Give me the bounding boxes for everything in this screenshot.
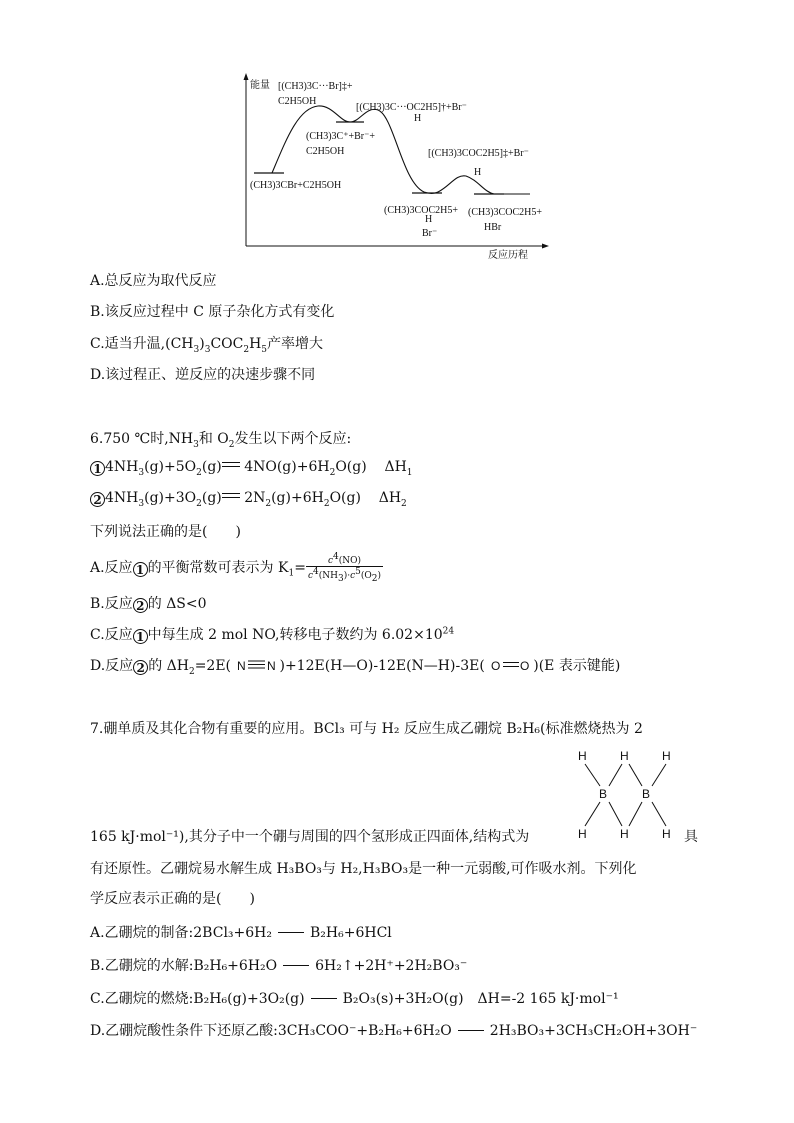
q5-option-a: A.总反应为取代反应 (90, 273, 217, 289)
q6-a-mid: 的平衡常数可表示为 K (147, 559, 289, 576)
svg-text:H: H (620, 749, 629, 763)
q7-a-left: A.乙硼烷的制备:2BCl₃+6H₂ (90, 925, 272, 941)
product-label-b: HBr (484, 222, 502, 233)
svg-text:B: B (642, 787, 651, 801)
product-label-a: (CH3)3COC2H5+ (468, 207, 542, 218)
reaction-arrow-icon (283, 965, 309, 966)
q6-b-pre: B.反应 (90, 596, 133, 612)
q7-option-a (90, 922, 392, 942)
ts1-label-b: C2H5OH (278, 96, 317, 107)
q6-d-mid2: )+12E(H—O)-12E(N—H)-3E( (279, 658, 485, 674)
q7-d-left: D.乙硼烷酸性条件下还原乙酸:3CH₃COO⁻+B₂H₆+6H₂O (90, 1023, 452, 1039)
circle-number-2: 2 (90, 492, 105, 507)
q7-stem-line-2: 165 kJ·mol⁻¹),其分子中一个硼与周围的四个氢形成正四面体,结构式为 (90, 829, 530, 845)
q6-b-post: 的 ΔS<0 (147, 596, 207, 612)
q7-option-c (90, 988, 619, 1008)
circle-number-2: 2 (133, 598, 148, 613)
y-axis-label: 能量 (250, 80, 270, 91)
svg-text:O: O (491, 659, 501, 673)
q5-option-b: B.该反应过程中 C 原子杂化方式有变化 (90, 304, 335, 320)
q6-stem-mid: 和 O (198, 431, 229, 447)
q6-c-post: 中每生成 2 mol NO,转移电子数约为 6.02×10 (147, 627, 443, 643)
q6-d-mid: 的 ΔH (148, 658, 189, 674)
equilibrium-arrow-icon (222, 462, 240, 468)
q7-stem-line-2-end: 具 (684, 829, 698, 845)
ts2-label-h: H (414, 113, 422, 124)
q7-a-right: B₂H₆+6HCl (310, 925, 392, 941)
q6-c-pre: C.反应 (90, 627, 133, 643)
reactant-label: (CH3)3CBr+C2H5OH (250, 180, 342, 191)
equilibrium-constant-fraction: $\frac{c^4(NO)}{c^4(NH_3)\cdot c^5(O_2)}$ (307, 552, 382, 584)
int2-label-h: H (425, 214, 433, 225)
energy-profile-diagram (238, 70, 558, 262)
q6-d-pre: D.反应 (90, 658, 134, 674)
ts1-label-a: [(CH3)3C···Br]‡+ (278, 81, 353, 92)
q6-stem-post: 发生以下两个反应: (234, 431, 352, 447)
equilibrium-arrow-icon (222, 493, 240, 499)
reaction-arrow-icon (311, 998, 337, 999)
svg-text:H: H (620, 827, 629, 841)
q7-stem-line-4: 学反应表示正确的是( ) (90, 891, 255, 907)
o-double-bond-icon (489, 657, 533, 673)
q5-c-pre: C.适当升温,(CH (90, 336, 194, 352)
q7-d-right: 2H₃BO₃+3CH₃CH₂OH+3OH⁻ (489, 1023, 698, 1039)
y-axis-arrow (244, 73, 249, 80)
q6-c-exponent: 24 (442, 626, 455, 637)
svg-text:H: H (578, 827, 587, 841)
int1-label-b: C2H5OH (306, 146, 345, 157)
q6-option-c (90, 624, 454, 644)
ts2-label: [(CH3)3C···OC2H5]†+Br⁻ (356, 102, 467, 113)
q6-option-a: A.反应 1 的平衡常数可表示为 $K_1=$ $\frac{c^4(NO)}{c^4(NH_3)\cdot c^5(O_2)}$ (90, 552, 382, 584)
q7-c-left: C.乙硼烷的燃烧:B₂H₆(g)+3O₂(g) (90, 991, 305, 1007)
diborane-structure (574, 744, 682, 848)
q6-d-eq: =2E( (194, 658, 232, 674)
svg-text:H: H (662, 749, 671, 763)
ts3-label: [(CH3)3COC2H5]‡+Br⁻ (428, 148, 529, 159)
q6-stem: 6.750 ℃时$,NH_3$和 $O_2$发生以下两个反应: (90, 431, 352, 450)
reaction-arrow-icon (278, 932, 304, 933)
q5-option-d: D.该过程正、逆反应的决速步骤不同 (90, 367, 316, 383)
q6-reaction-2: 2 $4NH_3(g)+3O_2(g)$ $2N_2(g)+6H_2O(g)$ $\Delta H_2$ (90, 490, 407, 509)
q6-a-pre: A.反应 (90, 559, 133, 576)
q6-reaction-1: 1 $4NH_3(g)+5O_2(g)$ $4NO(g)+6H_2O(g)$ $\Delta H_1$ (90, 459, 413, 478)
q7-option-b (90, 955, 467, 975)
q5-option-c: C.适当升温$,(CH_3)_3COC_2H_5$产率增大 (90, 336, 324, 355)
q7-b-left: B.乙硼烷的水解:B₂H₆+6H₂O (90, 958, 278, 974)
int2-label-b: Br⁻ (422, 228, 438, 239)
q6-option-d: D.反应 2 的 $\Delta H_2=2E$( N N )+12E(H—O)-12E(N—H)-3E( O O )(E 表示键能) (90, 658, 621, 677)
q5-c-mid: COC (210, 336, 244, 352)
q7-b-right: 6H₂↑+2H⁺+2H₂BO₃⁻ (315, 958, 468, 974)
x-axis-arrow (542, 244, 549, 249)
svg-text:B: B (599, 787, 608, 801)
int1-label-a: (CH3)3C⁺+Br⁻+ (306, 131, 376, 142)
svg-text:H: H (578, 749, 587, 763)
n-triple-bond-icon (235, 657, 279, 673)
int2-label-a: (CH3)3COC2H5+ (384, 205, 458, 216)
q7-stem-line-1: 7.硼单质及其化合物有重要的应用。BCl₃ 可与 H₂ 反应生成乙硼烷 B₂H₆(标准燃烧热为 2 (90, 721, 643, 737)
svg-text:O: O (520, 659, 530, 673)
q6-stem-pre: 6.750 ℃时,NH (90, 431, 194, 447)
circle-number-1: 1 (133, 629, 148, 644)
q7-c-right: B₂O₃(s)+3H₂O(g) ΔH=-2 165 kJ·mol⁻¹ (342, 991, 619, 1007)
ts3-label-h: H (474, 167, 482, 178)
q7-option-d (90, 1020, 697, 1040)
q6-question: 下列说法正确的是( ) (90, 524, 241, 540)
circle-number-2: 2 (133, 660, 148, 675)
circle-number-1: 1 (133, 562, 148, 577)
q6-d-post: )(E 表示键能) (533, 658, 621, 674)
q7-stem-line-3: 有还原性。乙硼烷易水解生成 H₃BO₃与 H₂,H₃BO₃是一种一元弱酸,可作吸水剂。下列化 (90, 861, 637, 877)
svg-text:N: N (237, 659, 247, 673)
svg-text:N: N (267, 659, 277, 673)
x-axis-label: 反应历程 (488, 250, 528, 261)
circle-number-1: 1 (90, 461, 105, 476)
svg-text:H: H (662, 827, 671, 841)
q5-c-post: 产率增大 (267, 336, 324, 352)
q6-option-b (90, 593, 207, 613)
reaction-arrow-icon (458, 1030, 484, 1031)
